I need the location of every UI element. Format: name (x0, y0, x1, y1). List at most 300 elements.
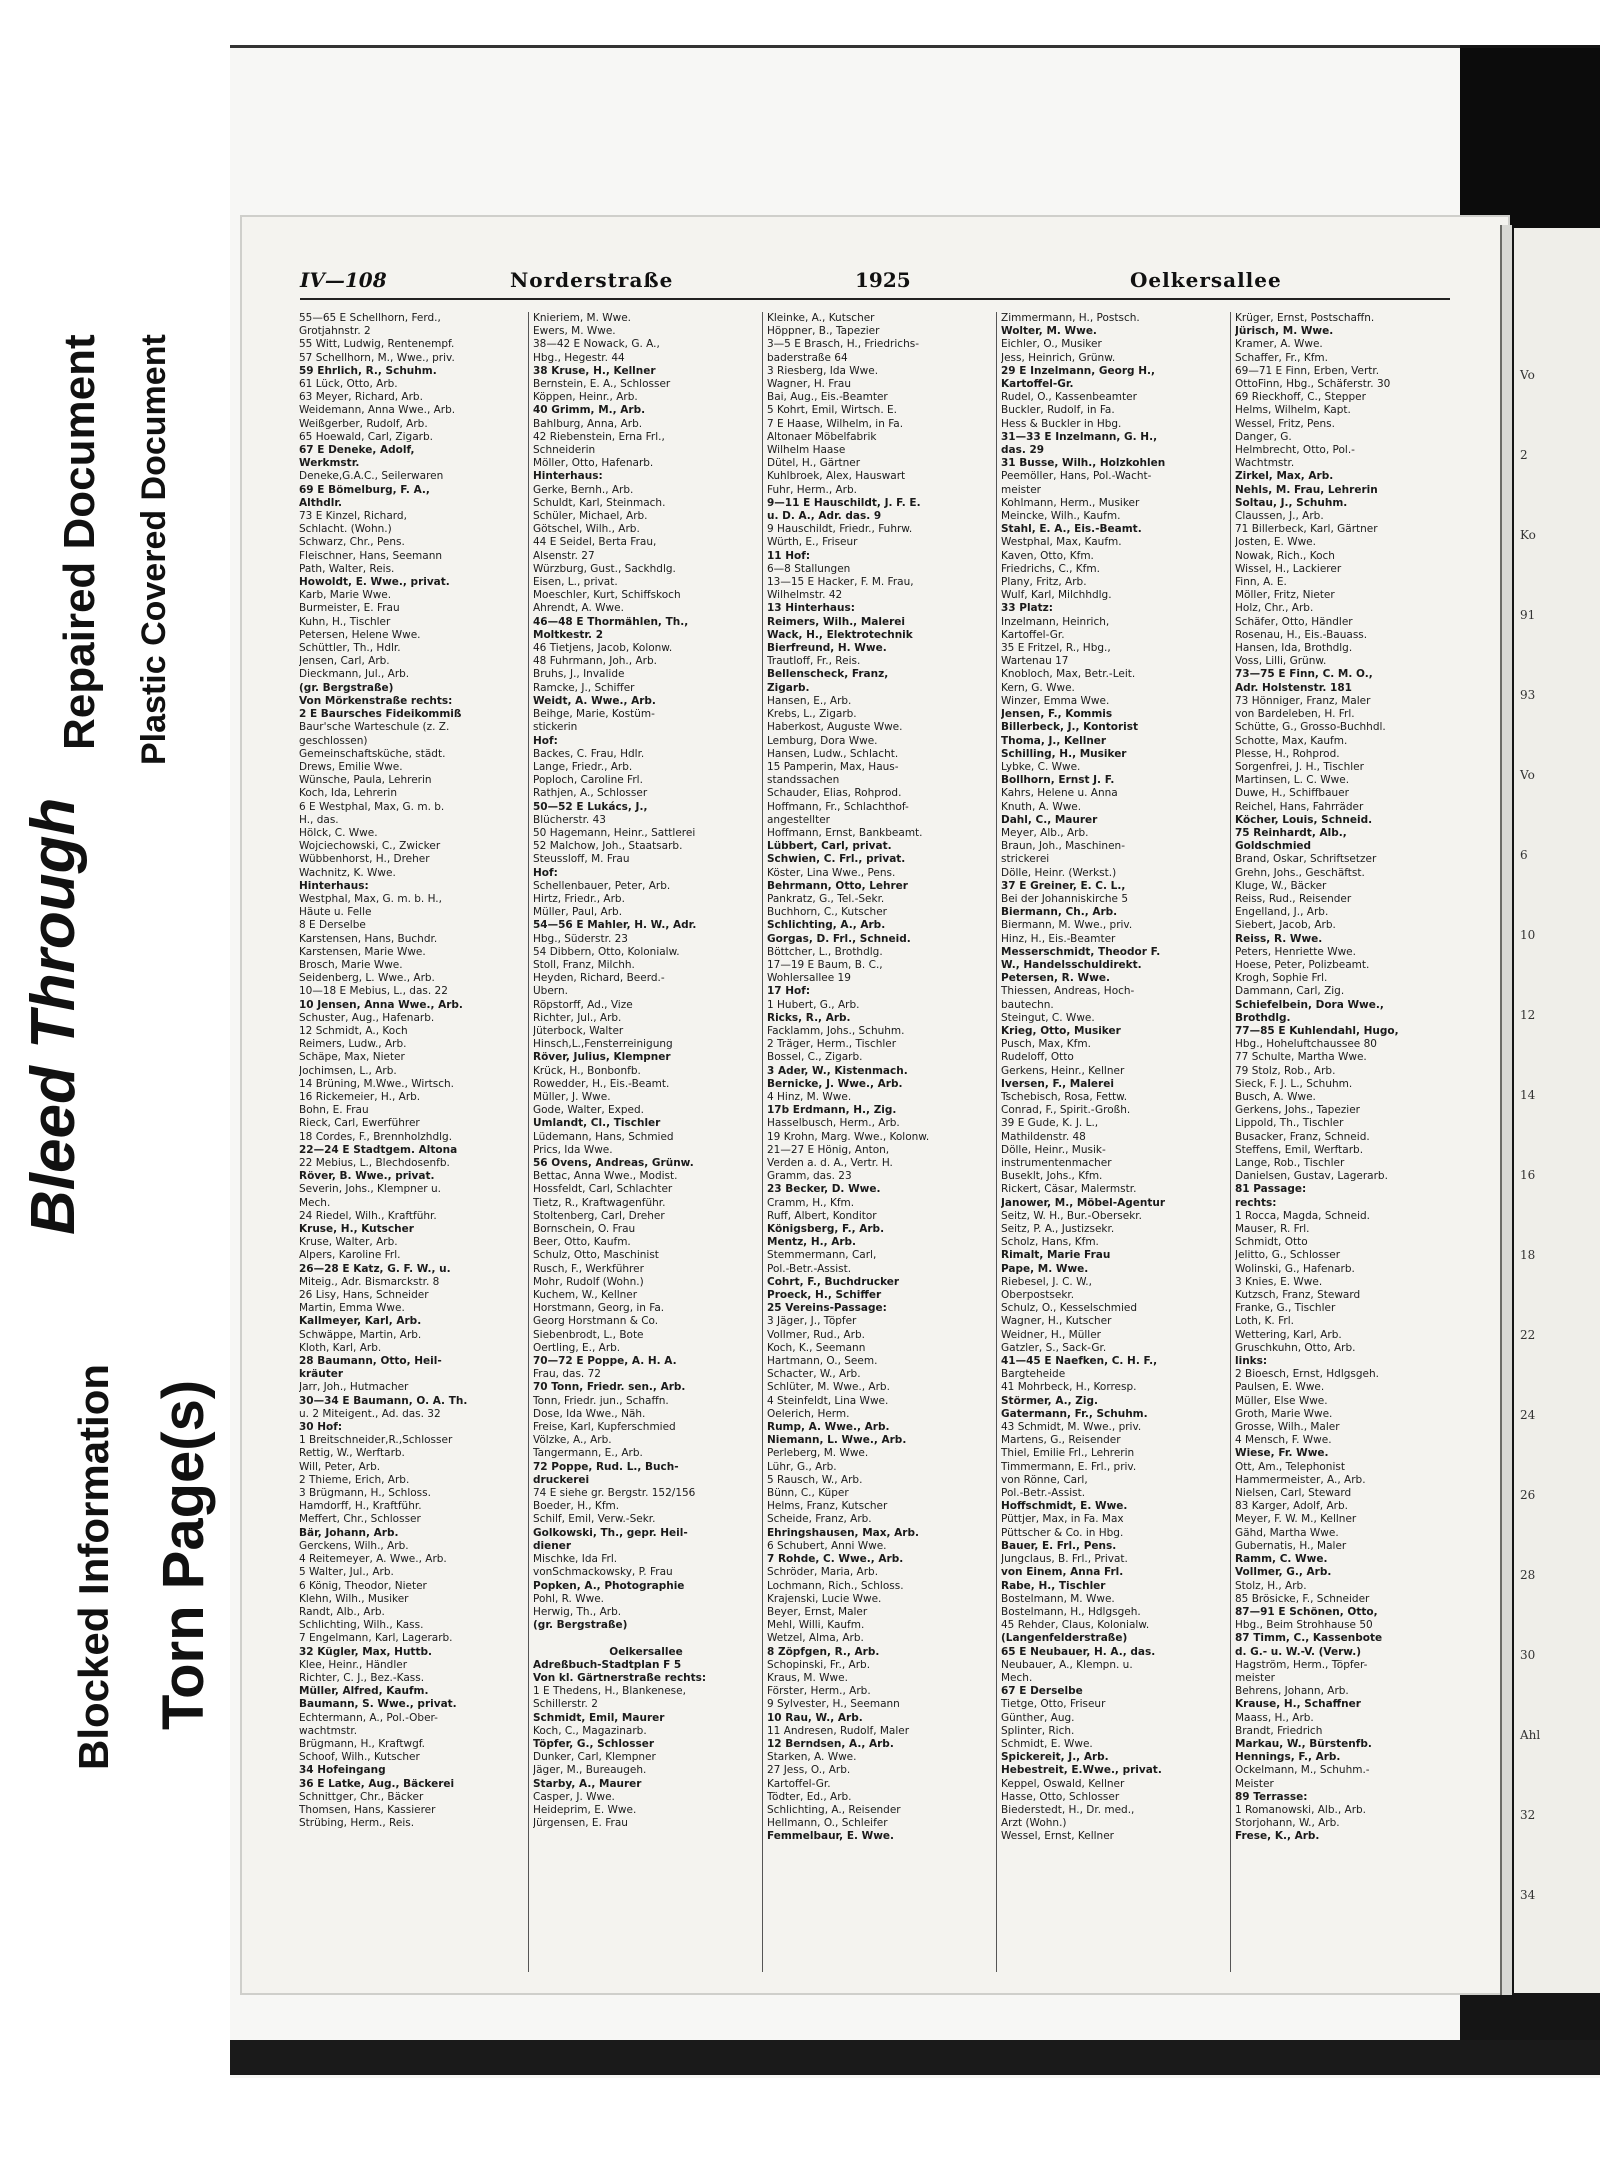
directory-entry: 6 E Westphal, Max, G. m. b. (299, 800, 445, 813)
directory-entry: 22 Mebius, L., Blechdosenfb. (299, 1157, 450, 1169)
directory-entry: Störmer, A., Zig. (1001, 1394, 1098, 1407)
directory-entry: Jelitto, G., Schlosser (1235, 1249, 1341, 1262)
directory-entry: Schäfer, Otto, Händler (1235, 615, 1353, 628)
directory-entry: Hamdorff, H., Kraftführ. (299, 1500, 422, 1513)
directory-entry: Perleberg, M. Wwe. (767, 1447, 869, 1460)
directory-entry: Gähd, Martha Wwe. (1235, 1526, 1339, 1539)
directory-entry: Severin, Johs., Klempner u. (299, 1183, 441, 1196)
directory-entry: Schlichting, A., Arb. (767, 919, 886, 932)
directory-entry: Lippold, Th., Tischler (1235, 1117, 1344, 1130)
directory-entry: Krajenski, Lucie Wwe. (767, 1592, 882, 1605)
directory-entry: Groth, Marie Wwe. (1235, 1407, 1333, 1420)
facing-page-text: 18 (1520, 1248, 1536, 1262)
directory-entry: von Rönne, Carl, (1001, 1473, 1088, 1486)
directory-entry: 40 Grimm, M., Arb. (533, 404, 646, 417)
directory-entry: Völzke, A., Arb. (533, 1434, 612, 1447)
directory-entry: Lochmann, Rich., Schloss. (767, 1579, 904, 1592)
directory-entry: 46—48 E Thormählen, Th., (533, 615, 689, 628)
directory-entry: Lybke, C. Wwe. (1001, 760, 1081, 773)
directory-entry: Schlichting, Wilh., Kass. (299, 1619, 424, 1632)
directory-entry: Von kl. Gärtnerstraße rechts: (533, 1671, 707, 1684)
directory-entry: Wolinski, G., Hafenarb. (1235, 1262, 1355, 1275)
directory-entry: 41—45 E Naefken, C. H. F., (1001, 1355, 1158, 1368)
directory-entry: Rudel, O., Kassenbeamter (1001, 391, 1137, 404)
directory-entry: Krieg, Otto, Musiker (1001, 1024, 1121, 1037)
directory-entry: Schmidt, Emil, Maurer (533, 1711, 665, 1724)
directory-entry: 39 E Gude, K. J. L., (1001, 1117, 1099, 1130)
directory-columns (295, 312, 1465, 1972)
directory-entry: Thoma, J., Kellner (1001, 734, 1107, 747)
directory-entry: Ricks, R., Arb. (767, 1011, 851, 1024)
directory-entry: Lemburg, Dora Wwe. (767, 734, 878, 747)
directory-entry: Pohl, R. Wwe. (533, 1592, 604, 1605)
directory-entry: 50 Hagemann, Heinr., Sattlerei (533, 826, 696, 839)
directory-entry: links: (1235, 1355, 1268, 1368)
directory-entry: Storjohann, W., Arb. (1235, 1817, 1340, 1830)
directory-entry: Helms, Wilhelm, Kapt. (1235, 404, 1351, 417)
directory-entry: Alpers, Karoline Frl. (299, 1249, 401, 1262)
year-heading: 1925 (855, 268, 911, 292)
directory-entry: Möller, Otto, Hafenarb. (533, 457, 654, 470)
directory-entry: Haberkost, Auguste Wwe. (767, 721, 903, 734)
directory-entry: Winzer, Emma Wwe. (1001, 694, 1110, 707)
directory-entry: 38 Kruse, H., Kellner (533, 364, 656, 377)
directory-entry: Althdlr. (299, 496, 343, 509)
directory-entry: Nehls, M. Frau, Lehrerin (1235, 483, 1378, 496)
directory-entry: Jürgensen, E. Frau (533, 1817, 628, 1830)
directory-entry: 11 Andresen, Rudolf, Maler (767, 1724, 910, 1737)
directory-entry: Bei der Johanniskirche 5 (1001, 892, 1128, 905)
directory-entry: Bettac, Anna Wwe., Modist. (533, 1170, 678, 1183)
directory-entry: Schwäppe, Martin, Arb. (299, 1328, 422, 1341)
directory-entry: Dahl, C., Maurer (1001, 813, 1098, 826)
directory-entry: Stoll, Franz, Milchh. (533, 958, 635, 971)
directory-entry: Arzt (Wohn.) (1001, 1817, 1067, 1830)
directory-entry: Frau, das. 72 (533, 1368, 601, 1381)
directory-entry: Richter, Jul., Arb. (533, 1011, 622, 1024)
directory-entry: Höppner, B., Tapezier (767, 325, 880, 338)
directory-entry: Reiss, Rud., Reisender (1235, 892, 1352, 905)
directory-entry: Josten, E. Wwe. (1235, 536, 1316, 549)
directory-entry: Rimalt, Marie Frau (1001, 1249, 1111, 1262)
directory-entry: 6 König, Theodor, Nieter (299, 1579, 427, 1592)
directory-entry: Stemmermann, Carl, (767, 1249, 877, 1262)
directory-entry: 77—85 E Kuhlendahl, Hugo, (1235, 1024, 1399, 1037)
directory-entry: 34 Hofeingang (299, 1764, 386, 1777)
directory-entry: 15 Pamperin, Max, Haus- (767, 760, 899, 773)
directory-entry: Engelland, J., Arb. (1235, 906, 1329, 919)
directory-entry: Will, Peter, Arb. (299, 1460, 381, 1473)
directory-entry: Wiese, Fr. Wwe. (1235, 1447, 1329, 1460)
directory-entry: Helms, Franz, Kutscher (767, 1500, 888, 1513)
directory-entry: Behrens, Johann, Arb. (1235, 1685, 1349, 1698)
directory-entry: Buseklt, Johs., Kfm. (1001, 1170, 1103, 1183)
directory-entry: Seitz, P. A., Justizsekr. (1001, 1223, 1115, 1236)
directory-entry: Seitz, W. H., Bur.-Obersekr. (1001, 1209, 1142, 1222)
directory-entry: Deneke,G.A.C., Seilerwaren (299, 470, 444, 483)
directory-entry: Dölle, Heinr. (Werkst.) (1001, 866, 1117, 879)
directory-entry: Grehn, Johs., Geschäftst. (1235, 866, 1365, 879)
directory-entry: Karstensen, Marie Wwe. (299, 945, 426, 958)
directory-entry: Rettig, W., Werftarb. (299, 1447, 405, 1460)
directory-entry: Oertling, E., Arb. (533, 1341, 621, 1354)
directory-entry: Hoffschmidt, E. Wwe. (1001, 1500, 1128, 1513)
directory-entry: Schotte, Max, Kaufm. (1235, 734, 1348, 747)
directory-entry: Dammann, Carl, Zig. (1235, 985, 1345, 998)
directory-entry: Femmelbaur, E. Wwe. (767, 1830, 895, 1843)
directory-entry: 71 Billerbeck, Karl, Gärtner (1235, 523, 1378, 536)
directory-entry: Jess, Heinrich, Grünw. (1001, 351, 1116, 364)
page-header (300, 262, 1450, 300)
directory-entry: Rathjen, A., Schlosser (533, 787, 648, 800)
directory-entry: Meyer, F. W. M., Kellner (1235, 1513, 1357, 1526)
directory-entry: Ramm, C. Wwe. (1235, 1553, 1328, 1566)
directory-entry: Schnittger, Chr., Bäcker (299, 1790, 424, 1803)
directory-entry: Pol.-Betr.-Assist. (767, 1262, 852, 1275)
directory-entry: Oberpostsekr. (1001, 1289, 1075, 1302)
directory-entry: Petersen, R. Wwe. (1001, 972, 1110, 985)
directory-entry: Jürisch, M. Wwe. (1235, 325, 1334, 338)
directory-entry: Schlichting, A., Reisender (767, 1803, 901, 1816)
directory-entry: 37 E Greiner, E. C. L., (1001, 879, 1126, 892)
directory-entry: Bostelmann, M. Wwe. (1001, 1592, 1115, 1605)
directory-entry: Schaffer, Fr., Kfm. (1235, 351, 1329, 364)
directory-entry: Wünsche, Paula, Lehrerin (299, 774, 432, 787)
directory-entry: Gubernatis, H., Maler (1235, 1539, 1347, 1552)
directory-entry: Neubauer, A., Klempn. u. (1001, 1658, 1133, 1671)
directory-entry: Pusch, Max, Kfm. (1001, 1038, 1091, 1051)
facing-page-text: 24 (1520, 1408, 1536, 1422)
directory-entry: Hartmann, O., Seem. (767, 1355, 878, 1368)
directory-entry: Schauder, Elias, Rohprod. (767, 787, 902, 800)
directory-entry: Casper, J. Wwe. (533, 1790, 615, 1803)
directory-entry: Jochimsen, L., Arb. (299, 1064, 397, 1077)
directory-entry: Förster, Herm., Arb. (767, 1685, 871, 1698)
directory-entry: 28 Baumann, Otto, Heil- (299, 1355, 442, 1368)
directory-entry: d. G.- u. W.-V. (Verw.) (1235, 1645, 1362, 1658)
directory-entry: von Einem, Anna Frl. (1001, 1566, 1124, 1579)
directory-entry: Moltkestr. 2 (533, 628, 604, 641)
directory-column-3 (763, 312, 997, 1972)
facing-page-text: 91 (1520, 608, 1536, 622)
directory-entry: Alsenstr. 27 (533, 549, 595, 562)
directory-entry: Riebesel, J. C. W., (1001, 1275, 1092, 1288)
directory-entry: meister (1001, 483, 1041, 496)
directory-entry: 7 Rohde, C. Wwe., Arb. (767, 1553, 904, 1566)
directory-entry: Eichler, O., Musiker (1001, 338, 1102, 351)
directory-entry: Hammermeister, A., Arb. (1235, 1473, 1366, 1486)
facing-page-text: 16 (1520, 1168, 1536, 1182)
directory-entry: Dütel, H., Gärtner (767, 457, 861, 470)
directory-entry: 74 E siehe gr. Bergstr. 152/156 (533, 1487, 696, 1500)
directory-entry: Moeschler, Kurt, Schiffskoch (533, 589, 681, 602)
directory-entry: Bollhorn, Ernst J. F. (1001, 774, 1115, 787)
directory-entry: Tödter, Ed., Arb. (767, 1790, 852, 1803)
directory-entry: Westphal, Max, G. m. b. H., (299, 892, 442, 905)
directory-entry: Kohlmann, Herm., Musiker (1001, 496, 1140, 509)
directory-entry: Tonn, Friedr. jun., Schaffn. (533, 1394, 669, 1407)
directory-entry: Köppen, Heinr., Arb. (533, 391, 638, 404)
directory-entry: Horstmann, Georg, in Fa. (533, 1302, 665, 1315)
directory-entry: Mohr, Rudolf (Wohn.) (533, 1275, 644, 1288)
directory-entry: Röver, Julius, Klempner (533, 1051, 671, 1064)
directory-entry: Böttcher, L., Brothdlg. (767, 945, 883, 958)
directory-entry: Krause, H., Schaffner (1235, 1698, 1361, 1711)
directory-entry: Sieck, F. J. L., Schuhm. (1235, 1077, 1353, 1090)
directory-entry: Weidt, A. Wwe., Arb. (533, 694, 656, 707)
directory-entry: Schoof, Wilh., Kutscher (299, 1751, 420, 1764)
directory-entry: Weißgerber, Rudolf, Arb. (299, 417, 428, 430)
directory-entry: Mehl, Willi, Kaufm. (767, 1619, 865, 1632)
directory-entry: 36 E Latke, Aug., Bäckerei (299, 1777, 455, 1790)
directory-entry: 18 Cordes, F., Brennholzhdlg. (299, 1130, 453, 1143)
facing-page-text: 14 (1520, 1088, 1536, 1102)
directory-entry: 73—75 E Finn, C. M. O., (1235, 668, 1373, 681)
directory-entry: Koch, K., Seemann (767, 1341, 866, 1354)
directory-entry: 87—91 E Schönen, Otto, (1235, 1605, 1378, 1618)
directory-entry: Schacter, W., Arb. (767, 1368, 861, 1381)
directory-entry: Boeder, H., Kfm. (533, 1500, 620, 1513)
directory-entry: Popken, A., Photographie (533, 1579, 685, 1592)
directory-entry: Günther, Aug. (1001, 1711, 1075, 1724)
directory-entry: Inzelmann, Heinrich, (1001, 615, 1110, 628)
directory-entry: Steingut, C. Wwe. (1001, 1011, 1095, 1024)
directory-entry: Maass, H., Arb. (1235, 1711, 1314, 1724)
directory-entry: 89 Terrasse: (1235, 1790, 1308, 1803)
directory-entry: Nielsen, Carl, Steward (1235, 1487, 1352, 1500)
directory-entry: Wohlersallee 19 (767, 972, 851, 985)
directory-entry: Scholz, Hans, Kfm. (1001, 1236, 1099, 1249)
directory-entry: 43 Schmidt, M. Wwe., priv. (1001, 1421, 1142, 1434)
directory-entry: Seidenberg, L. Wwe., Arb. (299, 972, 435, 985)
directory-entry: Röpstorff, Ad., Vize (533, 998, 633, 1011)
directory-entry: Bünn, C., Küper (767, 1487, 849, 1500)
directory-entry: Brothdlg. (1235, 1011, 1291, 1024)
directory-entry: Dunker, Carl, Klempner (533, 1751, 656, 1764)
directory-entry: Jarr, Joh., Hutmacher (299, 1381, 409, 1394)
directory-entry: 7 Engelmann, Karl, Lagerarb. (299, 1632, 453, 1645)
directory-entry: 69—71 E Finn, Erben, Vertr. (1235, 364, 1380, 377)
directory-entry: 23 Becker, D. Wwe. (767, 1183, 881, 1196)
directory-entry: Buchhorn, C., Kutscher (767, 906, 887, 919)
directory-entry: Finn, A. E. (1235, 576, 1287, 589)
directory-entry: 72 Poppe, Rud. L., Buch- (533, 1460, 679, 1473)
directory-entry: Starken, A. Wwe. (767, 1751, 857, 1764)
directory-entry: Mathildenstr. 48 (1001, 1130, 1086, 1143)
directory-entry: Thomsen, Hans, Kassierer (299, 1803, 436, 1816)
directory-entry: Ewers, M. Wwe. (533, 325, 616, 338)
directory-entry: Krogh, Sophie Frl. (1235, 972, 1328, 985)
directory-entry: Buckler, Rudolf, in Fa. (1001, 404, 1115, 417)
directory-entry: Pankratz, G., Tel.-Sekr. (767, 892, 885, 905)
directory-entry: Bauer, E. Frl., Pens. (1001, 1539, 1117, 1552)
directory-entry: Siebenbrodt, L., Bote (533, 1328, 644, 1341)
facing-page-text: 6 (1520, 848, 1528, 862)
directory-entry: Busch, A. Wwe. (1235, 1090, 1316, 1103)
directory-entry: Kallmeyer, Karl, Arb. (299, 1315, 422, 1328)
directory-entry: 55 Witt, Ludwig, Rentenempf. (299, 338, 455, 351)
directory-entry: Vollmer, Rud., Arb. (767, 1328, 865, 1341)
directory-entry: Bargteheide (1001, 1368, 1066, 1381)
directory-entry: Müller, Else Wwe. (1235, 1394, 1328, 1407)
directory-entry: Iversen, F., Malerei (1001, 1077, 1114, 1090)
directory-entry: Jensen, Carl, Arb. (299, 655, 390, 668)
directory-entry: Übern. (533, 985, 568, 998)
directory-entry: Hagström, Herm., Töpfer- (1235, 1658, 1368, 1671)
directory-entry: Schilf, Emil, Verw.-Sekr. (533, 1513, 656, 1526)
directory-entry: Schilling, H., Musiker (1001, 747, 1127, 760)
directory-entry: Bossel, C., Zigarb. (767, 1051, 863, 1064)
directory-entry: Kartoffel-Gr. (767, 1777, 831, 1790)
directory-entry: Biederstedt, H., Dr. med., (1001, 1803, 1135, 1816)
directory-entry: Kuhn, H., Tischler (299, 615, 391, 628)
directory-entry: 73 E Kinzel, Richard, (299, 510, 407, 523)
directory-entry: 26—28 E Katz, G. F. W., u. (299, 1262, 451, 1275)
directory-entry: Hinterhaus: (533, 470, 603, 483)
directory-entry: 54 Dibbern, Otto, Kolonialw. (533, 945, 680, 958)
facing-page-text: 2 (1520, 448, 1528, 462)
directory-entry: Wilhelm Haase (767, 444, 846, 457)
directory-entry: stickerin (533, 721, 578, 734)
directory-entry: Conrad, F., Spirit.-Großh. (1001, 1104, 1131, 1117)
directory-entry: Thiel, Emilie Frl., Lehrerin (1001, 1447, 1135, 1460)
directory-column-1 (295, 312, 529, 1972)
directory-entry: Schellenbauer, Peter, Arb. (533, 879, 671, 892)
directory-entry: 65 Hoewald, Carl, Zigarb. (299, 430, 433, 443)
directory-entry: Knuth, A. Wwe. (1001, 800, 1082, 813)
directory-entry: 31 Busse, Wilh., Holzkohlen (1001, 457, 1166, 470)
directory-entry: 16 Rickemeier, H., Arb. (299, 1090, 421, 1103)
directory-entry: 12 Berndsen, A., Arb. (767, 1737, 894, 1750)
annotation-margin (0, 0, 230, 2177)
directory-entry: Busacker, Franz, Schneid. (1235, 1130, 1370, 1143)
directory-entry: Blücherstr. 43 (533, 813, 606, 826)
directory-entry: 32 Kügler, Max, Huttb. (299, 1645, 432, 1658)
directory-entry: Gatzler, S., Sack-Gr. (1001, 1341, 1107, 1354)
directory-entry: Knobloch, Max, Betr.-Leit. (1001, 668, 1136, 681)
directory-entry: Hansen, Ida, Brothdlg. (1235, 642, 1353, 655)
directory-entry: Gerkens, Heinr., Kellner (1001, 1064, 1125, 1077)
directory-entry: 63 Meyer, Richard, Arb. (299, 391, 423, 404)
directory-entry: Duwe, H., Schiffbauer (1235, 787, 1349, 800)
directory-entry: Schütte, G., Grosso-Buchhdl. (1235, 721, 1386, 734)
directory-entry: Krück, H., Bonbonfb. (533, 1064, 641, 1077)
directory-entry: Holz, Chr., Arb. (1235, 602, 1314, 615)
directory-entry: Püttjer, Max, in Fa. Max (1001, 1513, 1124, 1526)
directory-entry: Rump, A. Wwe., Arb. (767, 1421, 890, 1434)
directory-entry: Bai, Aug., Eis.-Beamter (767, 391, 888, 404)
directory-entry: Kuchem, W., Kellner (533, 1289, 638, 1302)
directory-entry: Koch, Ida, Lehrerin (299, 787, 397, 800)
directory-entry: 30 Hof: (299, 1421, 343, 1434)
facing-page-text: 93 (1520, 688, 1536, 702)
directory-entry: Gramm, das. 23 (767, 1170, 852, 1183)
directory-entry: Töpfer, G., Schlosser (533, 1737, 655, 1750)
directory-entry: Gemeinschaftsküche, städt. (299, 747, 446, 760)
directory-entry: Sorgenfrei, J. H., Tischler (1235, 760, 1364, 773)
directory-entry: Stoltenberg, Carl, Dreher (533, 1209, 665, 1222)
directory-entry: 59 Ehrlich, R., Schuhm. (299, 364, 437, 377)
directory-entry: 13 Hinterhaus: (767, 602, 855, 615)
directory-entry: Scheide, Franz, Arb. (767, 1513, 872, 1526)
directory-entry: 87 Timm, C., Kassenbote (1235, 1632, 1383, 1645)
directory-entry: Dose, Ida Wwe., Näh. (533, 1407, 646, 1420)
directory-entry: Tschebisch, Rosa, Fettw. (1001, 1090, 1128, 1103)
directory-entry: von Bardeleben, H. Frl. (1235, 708, 1355, 721)
directory-entry: 6 Schubert, Anni Wwe. (767, 1539, 887, 1552)
directory-column-2 (529, 312, 763, 1972)
directory-entry: Nowak, Rich., Koch (1235, 549, 1335, 562)
directory-entry: 54—56 E Mahler, H. W., Adr. (533, 919, 697, 932)
directory-entry: Gerkens, Johs., Tapezier (1235, 1104, 1360, 1117)
directory-entry: Heideprim, E. Wwe. (533, 1803, 637, 1816)
directory-entry: Biermann, M. Wwe., priv. (1001, 919, 1133, 932)
scanner-edge-top (1460, 48, 1600, 228)
facing-page-text: 32 (1520, 1808, 1536, 1822)
directory-entry: meister (1235, 1671, 1275, 1684)
scanner-edge-bottom (230, 2040, 1600, 2075)
directory-entry: Dölle, Heinr., Musik- (1001, 1143, 1106, 1156)
directory-entry: Schulz, O., Kesselschmied (1001, 1302, 1138, 1315)
directory-entry: Soltau, J., Schuhm. (1235, 496, 1348, 509)
directory-entry: Peemöller, Hans, Pol.-Wacht- (1001, 470, 1152, 483)
directory-entry: 9—11 E Hauschildt, J. F. E. (767, 496, 921, 509)
directory-entry: Heyden, Richard, Beerd.- (533, 972, 665, 985)
directory-entry: Steussloff, M. Frau (533, 853, 630, 866)
directory-entry: 10 Rau, W., Arb. (767, 1711, 863, 1724)
page-number: IV—108 (300, 268, 387, 292)
directory-column-5 (1231, 312, 1465, 1972)
directory-entry: Wolter, M. Wwe. (1001, 325, 1097, 338)
directory-entry: Janower, M., Möbel-Agentur (1001, 1196, 1166, 1209)
directory-entry: 8 E Derselbe (299, 919, 366, 932)
directory-entry: Möller, Fritz, Nieter (1235, 589, 1335, 602)
directory-entry: Hasse, Otto, Schlosser (1001, 1790, 1120, 1803)
directory-entry: (gr. Bergstraße) (299, 681, 394, 694)
facing-page-text: Ahl (1520, 1728, 1541, 1742)
facing-page-fragment (1514, 228, 1600, 1993)
directory-entry: Hinz, H., Eis.-Beamter (1001, 932, 1116, 945)
directory-entry: Königsberg, F., Arb. (767, 1223, 885, 1236)
directory-entry: Schmidt, Otto (1235, 1236, 1308, 1249)
directory-entry: H., das. (299, 813, 339, 826)
directory-entry: 81 Passage: (1235, 1183, 1307, 1196)
directory-entry: Lange, Friedr., Arb. (533, 760, 633, 773)
directory-entry: kräuter (299, 1368, 344, 1381)
directory-entry: Meincke, Wilh., Kaufm. (1001, 510, 1121, 523)
directory-entry: Bornschein, O. Frau (533, 1223, 636, 1236)
directory-entry: Reimers, Ludw., Arb. (299, 1038, 407, 1051)
directory-entry: 4 Mensch, F. Wwe. (1235, 1434, 1332, 1447)
directory-entry: Würzburg, Gust., Sackhdlg. (533, 562, 676, 575)
directory-entry: Koch, C., Magazinarb. (533, 1724, 647, 1737)
directory-entry: Schillerstr. 2 (533, 1698, 598, 1711)
directory-entry: Von Mörkenstraße rechts: (299, 694, 453, 707)
directory-entry: Georg Horstmann & Co. (533, 1315, 659, 1328)
directory-entry: Tangermann, E., Arb. (533, 1447, 643, 1460)
directory-entry: 3—5 E Brasch, H., Friedrichs- (767, 338, 919, 351)
directory-entry: Spickereit, J., Arb. (1001, 1751, 1109, 1764)
directory-entry: Reimers, Wilh., Malerei (767, 615, 905, 628)
directory-entry: 2 Bioesch, Ernst, Hdlgsgeh. (1235, 1368, 1380, 1381)
directory-entry: 9 Sylvester, H., Seemann (767, 1698, 900, 1711)
directory-entry: Rickert, Cäsar, Malermstr. (1001, 1183, 1137, 1196)
street-heading-left: Norderstraße (510, 268, 674, 292)
directory-entry: Wulf, Karl, Milchhdlg. (1001, 589, 1112, 602)
directory-entry: 55—65 E Schellhorn, Ferd., (299, 312, 441, 324)
directory-entry: u. 2 Miteigent., Ad. das. 32 (299, 1407, 441, 1420)
directory-entry: Lüdemann, Hans, Schmied (533, 1130, 674, 1143)
